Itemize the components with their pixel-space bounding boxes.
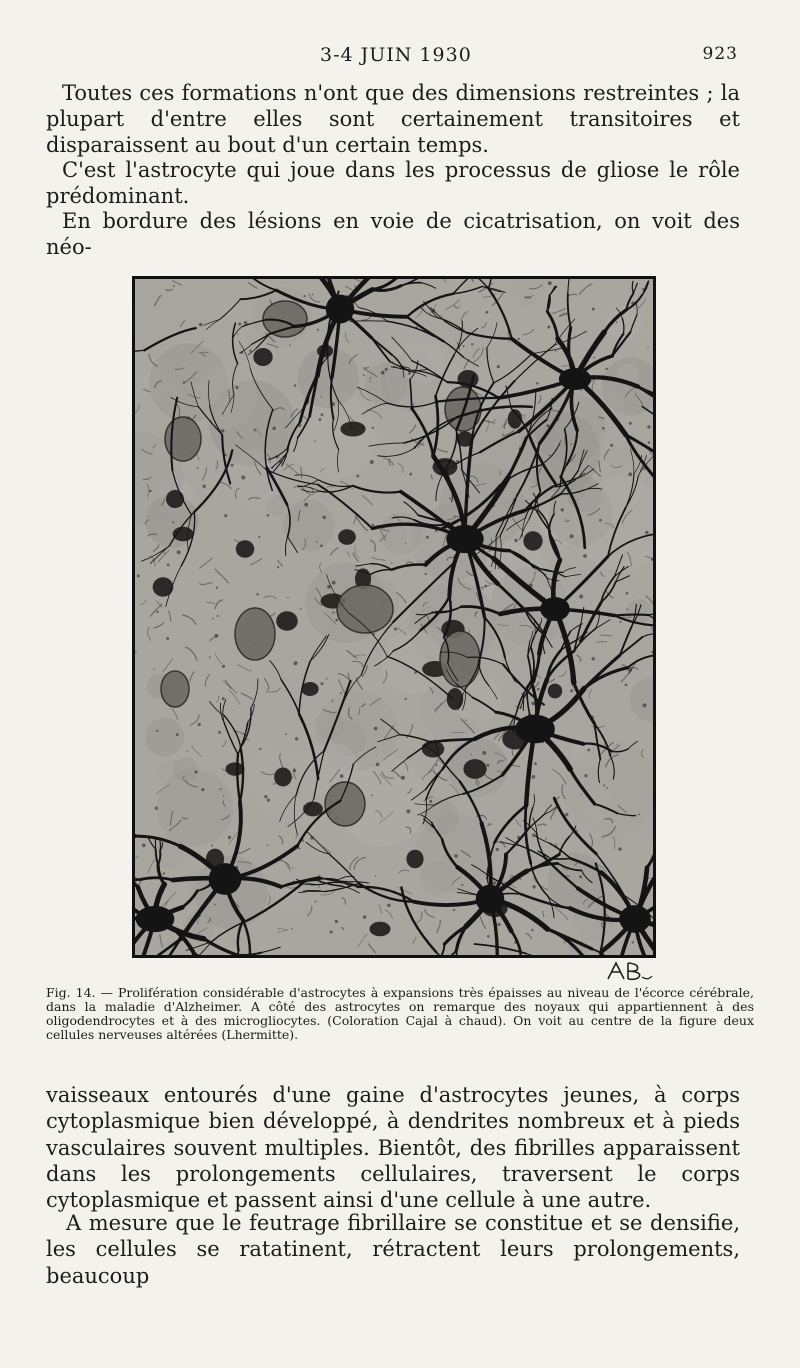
page-number: 923 — [702, 44, 738, 64]
paragraph-astrocyte-role: C'est l'astrocyte qui joue dans les processus de gliose le rôle prédominant. — [46, 158, 740, 208]
astrocyte-illustration — [135, 279, 653, 955]
running-head-date: 3-4 JUIN 1930 — [320, 44, 472, 66]
paragraph-vessels: vaisseaux entourés d'une gaine d'astrocytes jeunes, à corps cytoplasmique bien développé, à dendrites nombreux et à pieds vasculaires souvent multiples. Bientôt, des fibrilles apparaissent dans les prolongements cellulaires, traversent le corps cytoplasmique et passent ainsi d'une cellule à une autre. — [46, 1083, 740, 1213]
paragraph-lesion-border: En bordure des lésions en voie de cicatrisation, on voit des néo- — [46, 209, 740, 259]
paragraph-formations: Toutes ces formations n'ont que des dimensions restreintes ; la plupart d'entre elles sont certainement transitoires et disparaissent au bout d'un certain temps. — [46, 81, 740, 157]
figure-caption: Fig. 14. — Prolifération considérable d'astrocytes à expansions très épaisses au niveau de l'écorce cérébrale, dans la maladie d'Alzheimer. A côté des astrocytes on remarque des noyaux qui appartiennent à des oligodendrocytes et à des microgliocytes. (Coloration Cajal à chaud). On voit au centre de la figure deux cellules nerveuses altérées (Lhermitte). — [46, 985, 754, 1042]
histology-figure — [132, 276, 656, 958]
artist-signature — [604, 960, 654, 982]
paragraph-fibrillar-felt: A mesure que le feutrage fibrillaire se constitue et se densifie, les cellules se ratatinent, rétractent leurs prolongements, beaucoup — [46, 1211, 740, 1288]
running-head — [0, 44, 800, 70]
